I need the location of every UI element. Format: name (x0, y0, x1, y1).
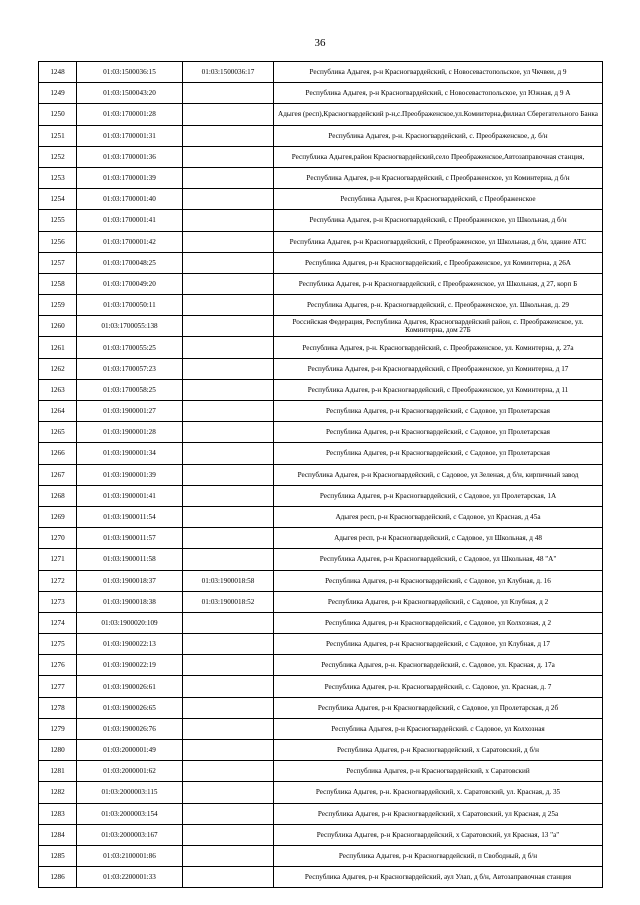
table-row (39, 697, 603, 718)
cadastral-number-cell: 01:03:1700057:23 (77, 358, 183, 379)
parent-cadastral-cell (183, 549, 274, 570)
table-row (39, 549, 603, 570)
table-row (39, 273, 603, 294)
table-row (39, 104, 603, 125)
table-row (39, 803, 603, 824)
row-number-cell: 1284 (39, 824, 77, 845)
row-number-cell: 1283 (39, 803, 77, 824)
registry-table (38, 61, 603, 888)
table-row (39, 612, 603, 633)
parent-cadastral-cell (183, 655, 274, 676)
table-row (39, 506, 603, 527)
cadastral-number-cell: 01:03:1700001:39 (77, 167, 183, 188)
parent-cadastral-cell (183, 506, 274, 527)
row-number-cell: 1269 (39, 506, 77, 527)
row-number-cell: 1266 (39, 443, 77, 464)
table-row (39, 634, 603, 655)
parent-cadastral-cell (183, 612, 274, 633)
parent-cadastral-cell (183, 316, 274, 337)
cadastral-number-cell: 01:03:1900026:65 (77, 697, 183, 718)
row-number-cell: 1265 (39, 422, 77, 443)
row-number-cell: 1278 (39, 697, 77, 718)
table-row (39, 867, 603, 888)
cadastral-number-cell: 01:03:1700048:25 (77, 252, 183, 273)
row-number-cell: 1260 (39, 316, 77, 337)
cadastral-number-cell: 01:03:1700001:41 (77, 210, 183, 231)
address-cell: Адыгея респ, р-н Красногвардейский, с Садовое, ул Школьная, д 48 (274, 528, 603, 549)
row-number-cell: 1274 (39, 612, 77, 633)
table-row (39, 591, 603, 612)
cadastral-number-cell: 01:03:2000001:49 (77, 740, 183, 761)
address-cell: Республика Адыгея, р-н. Красногвардейский, с. Преображенское, ул. Коминтерна, д. 27а (274, 337, 603, 358)
address-cell: Российская Федерация, Республика Адыгея, Красногвардейский район, с. Преображенское, ул. Коминтерна, дом 27Б (274, 316, 603, 337)
row-number-cell: 1252 (39, 146, 77, 167)
parent-cadastral-cell (183, 867, 274, 888)
table-row (39, 845, 603, 866)
cadastral-number-cell: 01:03:2000003:115 (77, 782, 183, 803)
cadastral-number-cell: 01:03:1700001:31 (77, 125, 183, 146)
cadastral-number-cell: 01:03:1900001:39 (77, 464, 183, 485)
table-row (39, 83, 603, 104)
address-cell: Республика Адыгея, р-н Красногвардейский, х Саратовский, д б/н (274, 740, 603, 761)
row-number-cell: 1286 (39, 867, 77, 888)
address-cell: Республика Адыгея, р-н Красногвардейский, с Садовое, ул Пролетарская (274, 422, 603, 443)
parent-cadastral-cell (183, 189, 274, 210)
cadastral-number-cell: 01:03:1700001:28 (77, 104, 183, 125)
parent-cadastral-cell (183, 464, 274, 485)
cadastral-number-cell: 01:03:1900001:27 (77, 401, 183, 422)
parent-cadastral-cell (183, 697, 274, 718)
parent-cadastral-cell (183, 676, 274, 697)
cadastral-number-cell: 01:03:1500043:20 (77, 83, 183, 104)
row-number-cell: 1259 (39, 295, 77, 316)
address-cell: Республика Адыгея, р-н Красногвардейский, с Новосевастопольское, ул Чкчвеи, д 9 (274, 62, 603, 83)
address-cell: Республика Адыгея, р-н Красногвардейский, с Садовое, ул Школьная, 48 "А" (274, 549, 603, 570)
row-number-cell: 1280 (39, 740, 77, 761)
row-number-cell: 1250 (39, 104, 77, 125)
parent-cadastral-cell (183, 358, 274, 379)
address-cell: Республика Адыгея, р-н Красногвардейский, с Преображенское, ул Коминтерна, д 26А (274, 252, 603, 273)
parent-cadastral-cell (183, 379, 274, 400)
address-cell: Республика Адыгея, р-н Красногвардейский, с Садовое, ул Клубная, д. 16 (274, 570, 603, 591)
parent-cadastral-cell (183, 803, 274, 824)
cadastral-number-cell: 01:03:2000003:154 (77, 803, 183, 824)
row-number-cell: 1270 (39, 528, 77, 549)
table-row (39, 761, 603, 782)
address-cell: Республика Адыгея, р-н Красногвардейский. с Садовое, ул Колхозная (274, 718, 603, 739)
table-row (39, 740, 603, 761)
table-row (39, 189, 603, 210)
address-cell: Республика Адыгея, р-н Красногвардейский, с Садовое, ул Клубная, д 2 (274, 591, 603, 612)
address-cell: Республика Адыгея, р-н Красногвардейский, с Преображенское, ул Коминтерна, д 11 (274, 379, 603, 400)
row-number-cell: 1267 (39, 464, 77, 485)
address-cell: Республика Адыгея, р-н Красногвардейский, с Садовое, ул Клубная, д 17 (274, 634, 603, 655)
row-number-cell: 1277 (39, 676, 77, 697)
table-row (39, 62, 603, 83)
address-cell: Республика Адыгея, р-н Красногвардейский, х Саратовский, ул Красная, д 25а (274, 803, 603, 824)
address-cell: Республика Адыгея, р-н. Красногвардейский, с. Преображенское, д. б/н (274, 125, 603, 146)
cadastral-number-cell: 01:03:1900011:54 (77, 506, 183, 527)
cadastral-number-cell: 01:03:1900001:28 (77, 422, 183, 443)
address-cell: Республика Адыгея, р-н. Красногвардейский, с. Преображенское, ул. Школьная, д. 29 (274, 295, 603, 316)
table-row (39, 358, 603, 379)
address-cell: Республика Адыгея, р-н. Красногвардейский, с. Садовое, ул. Красная, д. 17а (274, 655, 603, 676)
address-cell: Республика Адыгея, р-н Красногвардейский, х Саратовский, ул Красная, 13 "а" (274, 824, 603, 845)
address-cell: Республика Адыгея, р-н. Красногвардейский, с. Садовое, ул. Красная, д. 7 (274, 676, 603, 697)
parent-cadastral-cell (183, 485, 274, 506)
table-row (39, 167, 603, 188)
cadastral-number-cell: 01:03:1700058:25 (77, 379, 183, 400)
address-cell: Республика Адыгея, р-н Красногвардейский, х Саратовский (274, 761, 603, 782)
address-cell: Республика Адыгея,район Красногвардейский,село Преображенское,Автозаправочная станция, (274, 146, 603, 167)
row-number-cell: 1253 (39, 167, 77, 188)
row-number-cell: 1249 (39, 83, 77, 104)
row-number-cell: 1255 (39, 210, 77, 231)
address-cell: Республика Адыгея, р-н Красногвардейский, с Преображенское, ул Школьная, д 27, корп Б (274, 273, 603, 294)
row-number-cell: 1261 (39, 337, 77, 358)
address-cell: Адыгея респ, р-н Красногвардейский, с Садовое, ул Красная, д 45а (274, 506, 603, 527)
table-row (39, 528, 603, 549)
row-number-cell: 1281 (39, 761, 77, 782)
address-cell: Республика Адыгея, р-н Красногвардейский, с Преображенское, ул Коминтерна, д б/н (274, 167, 603, 188)
parent-cadastral-cell (183, 125, 274, 146)
table-row (39, 316, 603, 337)
parent-cadastral-cell (183, 782, 274, 803)
row-number-cell: 1264 (39, 401, 77, 422)
address-cell: Республика Адыгея, р-н Красногвардейский, с Садовое, ул Зеленая, д б/н, кирпичный завод (274, 464, 603, 485)
parent-cadastral-cell (183, 634, 274, 655)
address-cell: Республика Адыгея, р-н Красногвардейский, с Садовое, ул Пролетарская, 1А (274, 485, 603, 506)
row-number-cell: 1263 (39, 379, 77, 400)
cadastral-number-cell: 01:03:1700001:42 (77, 231, 183, 252)
address-cell: Адыгея (респ),Красногвардейский р-н,с.Преображенское,ул.Комиитерна,филиал Сберегательного Банка (274, 104, 603, 125)
cadastral-number-cell: 01:03:1700055:25 (77, 337, 183, 358)
parent-cadastral-cell (183, 718, 274, 739)
parent-cadastral-cell: 01:03:1900018:52 (183, 591, 274, 612)
table-row (39, 422, 603, 443)
table-row (39, 295, 603, 316)
parent-cadastral-cell: 01:03:1900018:58 (183, 570, 274, 591)
parent-cadastral-cell (183, 337, 274, 358)
row-number-cell: 1248 (39, 62, 77, 83)
parent-cadastral-cell (183, 824, 274, 845)
cadastral-number-cell: 01:03:1700001:36 (77, 146, 183, 167)
parent-cadastral-cell (183, 146, 274, 167)
row-number-cell: 1276 (39, 655, 77, 676)
address-cell: Республика Адыгея, р-н Красногвардейский, аул Улап, д б/н, Автозаправочная станция (274, 867, 603, 888)
cadastral-number-cell: 01:03:2000001:62 (77, 761, 183, 782)
address-cell: Республика Адыгея, р-н Красногвардейский, с Садовое, ул Пролетарская (274, 443, 603, 464)
cadastral-number-cell: 01:03:1900001:34 (77, 443, 183, 464)
row-number-cell: 1251 (39, 125, 77, 146)
cadastral-number-cell: 01:03:2200001:33 (77, 867, 183, 888)
table-row (39, 443, 603, 464)
address-cell: Республика Адыгея, р-н Красногвардейский, с Новосевастопольское, ул Южная, д 9 А (274, 83, 603, 104)
parent-cadastral-cell (183, 210, 274, 231)
cadastral-number-cell: 01:03:1700050:11 (77, 295, 183, 316)
parent-cadastral-cell (183, 83, 274, 104)
cadastral-number-cell: 01:03:1700055:138 (77, 316, 183, 337)
parent-cadastral-cell (183, 252, 274, 273)
parent-cadastral-cell (183, 273, 274, 294)
row-number-cell: 1271 (39, 549, 77, 570)
address-cell: Республика Адыгея, р-н Красногвардейский, с Преображенское (274, 189, 603, 210)
cadastral-number-cell: 01:03:1900026:76 (77, 718, 183, 739)
row-number-cell: 1258 (39, 273, 77, 294)
address-cell: Республика Адыгея, р-н Красногвардейский, с Преображенское, ул Коминтерна, д 17 (274, 358, 603, 379)
address-cell: Республика Адыгея, р-н Красногвардейский, с Садовое, ул Колхозная, д 2 (274, 612, 603, 633)
table-row (39, 676, 603, 697)
parent-cadastral-cell (183, 401, 274, 422)
address-cell: Республика Адыгея, р-н Красногвардейский, с Преображенское, ул Школьная, д б/н (274, 210, 603, 231)
table-row (39, 231, 603, 252)
table-row (39, 125, 603, 146)
address-cell: Республика Адыгея, р-н Красногвардейский, с Садовое, ул Пролетарская (274, 401, 603, 422)
parent-cadastral-cell (183, 104, 274, 125)
row-number-cell: 1275 (39, 634, 77, 655)
cadastral-number-cell: 01:03:1900026:61 (77, 676, 183, 697)
row-number-cell: 1272 (39, 570, 77, 591)
cadastral-number-cell: 01:03:1900020:109 (77, 612, 183, 633)
table-row (39, 401, 603, 422)
table-row (39, 485, 603, 506)
parent-cadastral-cell (183, 443, 274, 464)
row-number-cell: 1256 (39, 231, 77, 252)
registry-table-body (39, 62, 603, 888)
parent-cadastral-cell (183, 422, 274, 443)
table-row (39, 337, 603, 358)
cadastral-number-cell: 01:03:1500036:15 (77, 62, 183, 83)
address-cell: Республика Адыгея, р-н. Красногвардейский, х. Саратовский, ул. Красная, д. 35 (274, 782, 603, 803)
table-row (39, 252, 603, 273)
row-number-cell: 1279 (39, 718, 77, 739)
cadastral-number-cell: 01:03:1900018:38 (77, 591, 183, 612)
table-row (39, 824, 603, 845)
parent-cadastral-cell (183, 761, 274, 782)
parent-cadastral-cell (183, 528, 274, 549)
row-number-cell: 1282 (39, 782, 77, 803)
row-number-cell: 1268 (39, 485, 77, 506)
parent-cadastral-cell (183, 845, 274, 866)
parent-cadastral-cell: 01:03:1500036:17 (183, 62, 274, 83)
table-row (39, 782, 603, 803)
address-cell: Республика Адыгея, р-н Красногвардейский, с Садовое, ул Пролетарская, д 2б (274, 697, 603, 718)
cadastral-number-cell: 01:03:2000003:167 (77, 824, 183, 845)
cadastral-number-cell: 01:03:1900011:57 (77, 528, 183, 549)
cadastral-number-cell: 01:03:1900022:13 (77, 634, 183, 655)
row-number-cell: 1262 (39, 358, 77, 379)
row-number-cell: 1257 (39, 252, 77, 273)
table-row (39, 570, 603, 591)
parent-cadastral-cell (183, 295, 274, 316)
page-number: 36 (314, 37, 326, 49)
cadastral-number-cell: 01:03:1900022:19 (77, 655, 183, 676)
table-row (39, 379, 603, 400)
table-row (39, 146, 603, 167)
cadastral-number-cell: 01:03:1900011:58 (77, 549, 183, 570)
parent-cadastral-cell (183, 167, 274, 188)
parent-cadastral-cell (183, 231, 274, 252)
table-row (39, 718, 603, 739)
cadastral-number-cell: 01:03:1900018:37 (77, 570, 183, 591)
address-cell: Республика Адыгея, р-н Красногвардейский, п Свободный, д б/н (274, 845, 603, 866)
parent-cadastral-cell (183, 740, 274, 761)
table-row (39, 210, 603, 231)
cadastral-number-cell: 01:03:1700001:40 (77, 189, 183, 210)
row-number-cell: 1285 (39, 845, 77, 866)
row-number-cell: 1254 (39, 189, 77, 210)
table-row (39, 464, 603, 485)
table-row (39, 655, 603, 676)
row-number-cell: 1273 (39, 591, 77, 612)
cadastral-number-cell: 01:03:2100001:86 (77, 845, 183, 866)
cadastral-number-cell: 01:03:1700049:20 (77, 273, 183, 294)
address-cell: Республика Адыгея, р-н Красногвардейский, с Преображенское, ул Школьная, д б/н, здание АТС (274, 231, 603, 252)
cadastral-number-cell: 01:03:1900001:41 (77, 485, 183, 506)
